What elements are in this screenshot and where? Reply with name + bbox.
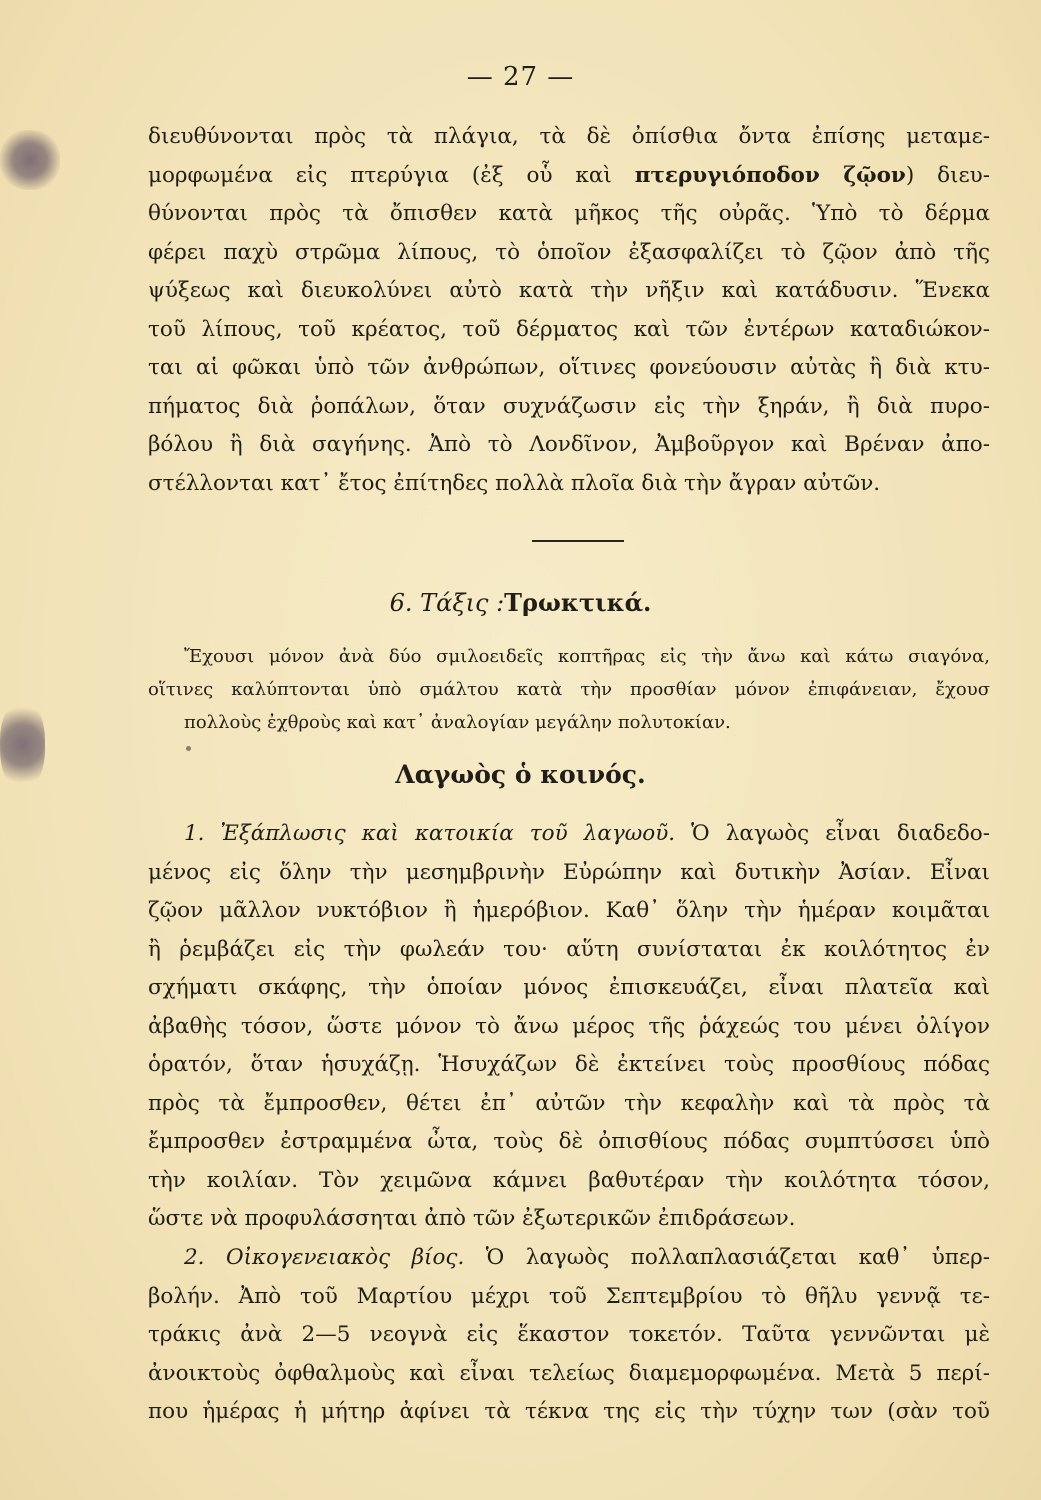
section-distribution [148,815,990,1239]
text-line: ται αἱ φῶκαι ὑπὸ τῶν ἀνθρώπων, οἵτινες φονεύουσιν αὐτὰς ἢ διὰ κτυ- [148,355,990,380]
order-heading [0,588,1041,617]
section-title: 2. Οἰκογενειακὸς βίος. [184,1245,465,1270]
page-number: — 27 — [466,62,575,92]
text-line: θύνονται πρὸς τὰ ὄπισθεν κατὰ μῆκος τῆς οὐρᾶς. Ὑπὸ τὸ δέρμα [148,201,990,226]
text-line: ἀβαθὴς τόσον, ὥστε μόνον τὸ ἄνω μέρος τῆς ῥάχεώς του μένει ὀλίγον [148,1013,990,1039]
section-divider [532,540,624,542]
section-title: 1. Ἐξάπλωσις καὶ κατοικία τοῦ λαγωοῦ. [184,821,676,846]
paragraph-seals [148,118,990,503]
text-line: που ἡμέρας ἡ μήτηρ ἀφίνει τὰ τέκνα της εἰς τὴν τύχην των (σὰν τοῦ [148,1399,990,1424]
text-line: ἢ ῥεμβάζει εἰς τὴν φωλεάν του· αὕτη συνίσταται ἐκ κοιλότητος ἐν [148,936,990,962]
text-line: ζῷον μᾶλλον νυκτόβιον ἢ ἡμερόβιον. Καθ᾽ ὅλην τὴν ἡμέραν κοιμᾶται [148,898,990,923]
order-number: 6. [389,589,413,617]
order-name: Τρωκτικά. [504,588,652,617]
text-line: βόλου ἢ διὰ σαγήνης. Ἀπὸ τὸ Λονδῖνον, Ἀμβοῦργον καὶ Βρέναν ἀπο- [148,432,990,457]
text-line: 2. Οἰκογενειακὸς βίος. Ὁ λαγωὸς πολλαπλασιάζεται καθ᾽ ὑπερ- [184,1245,990,1270]
page-damage-mark [0,130,60,190]
text-line: πήματος διὰ ῥοπάλων, ὅταν συχνάζωσιν εἰς τὴν ξηράν, ἢ διὰ πυρο- [148,393,990,419]
text-line: μένος εἰς ὅλην τὴν μεσημβρινὴν Εὐρώπην καὶ δυτικὴν Ἀσίαν. Εἶναι [148,859,990,885]
text-line: στέλλονται κατ᾽ ἔτος ἐπίτηδες πολλὰ πλοῖα διὰ τὴν ἄγραν αὐτῶν. [148,470,881,496]
species-heading: Λαγωὸς ὁ κοινός. [395,760,646,789]
text-line: διευθύνονται πρὸς τὰ πλάγια, τὰ δὲ ὀπίσθια ὄντα ἐπίσης μεταμε- [148,124,990,149]
text-line: μορφωμένα εἰς πτερύγια (ἐξ οὗ καὶ πτερυγιόποδον ζῷον) διευ- [148,162,990,188]
text-line: Ἔχουσι μόνον ἀνὰ δύο σμιλοειδεῖς κοπτῆρας εἰς τὴν ἄνω καὶ κάτω σιαγόνα, [184,646,990,667]
section-family-life [148,1239,990,1432]
text-line: ὁρατόν, ὅταν ἡσυχάζῃ. Ἡσυχάζων δὲ ἐκτείνει τοὺς προσθίους πόδας [148,1052,990,1077]
order-description [148,640,990,739]
ink-speck [186,746,191,751]
text-line: ἔμπροσθεν ἐστραμμένα ὦτα, τοὺς δὲ ὀπισθίους πόδας συμπτύσσει ὑπὸ [148,1129,990,1154]
order-label: Τάξις : [420,589,505,617]
text-line: οἵτινες καλύπτονται ὑπὸ σμάλτου κατὰ τὴν προσθίαν μόνον ἐπιφάνειαν, ἔχουσ [148,679,990,700]
text-line: φέρει παχὺ στρῶμα λίπους, τὸ ὁποῖον ἐξασφαλίζει τὸ ζῷον ἀπὸ τῆς [148,239,990,265]
text-line: σχήματι σκάφης, τὴν ὁποίαν μόνος ἐπισκευάζει, εἶναι πλατεῖα καὶ [148,975,990,1000]
text-line: 1. Ἐξάπλωσις καὶ κατοικία τοῦ λαγωοῦ. Ὁ λαγωὸς εἶναι διαδεδο- [184,821,990,846]
text-line: τὴν κοιλίαν. Τὸν χειμῶνα κάμνει βαθυτέραν τὴν κοιλότητα τόσον, [148,1167,990,1193]
text-line: βολήν. Ἀπὸ τοῦ Μαρτίου μέχρι τοῦ Σεπτεμβρίου τὸ θῆλυ γεννᾷ τε- [148,1283,990,1309]
text-line: πρὸς τὰ ἔμπροσθεν, θέτει ἐπ᾽ αὐτῶν τὴν κεφαλὴν καὶ τὰ πρὸς τὰ [148,1090,990,1116]
text-line: ὥστε νὰ προφυλάσσηται ἀπὸ τῶν ἐξωτερικῶν ἐπιδράσεων. [148,1206,796,1231]
bold-term: πτερυγιόποδον ζῷον [634,162,906,188]
text-line: τράκις ἀνὰ 2—5 νεογνὰ εἰς ἕκαστον τοκετόν. Ταῦτα γεννῶνται μὲ [148,1322,990,1347]
text-line: πολλοὺς ἐχθροὺς καὶ κατ᾽ ἀναλογίαν μεγάλην πολυτοκίαν. [184,712,731,733]
text-line: ψύξεως καὶ διευκολύνει αὐτὸ κατὰ τὴν νῆξιν καὶ κατάδυσιν. Ἕνεκα [148,278,990,303]
text-line: ἀνοικτοὺς ὀφθαλμοὺς καὶ εἶναι τελείως διαμεμορφωμένα. Μετὰ 5 περί- [148,1360,990,1386]
text-line: τοῦ λίπους, τοῦ κρέατος, τοῦ δέρματος καὶ τῶν ἐντέρων καταδιώκον- [148,316,990,342]
